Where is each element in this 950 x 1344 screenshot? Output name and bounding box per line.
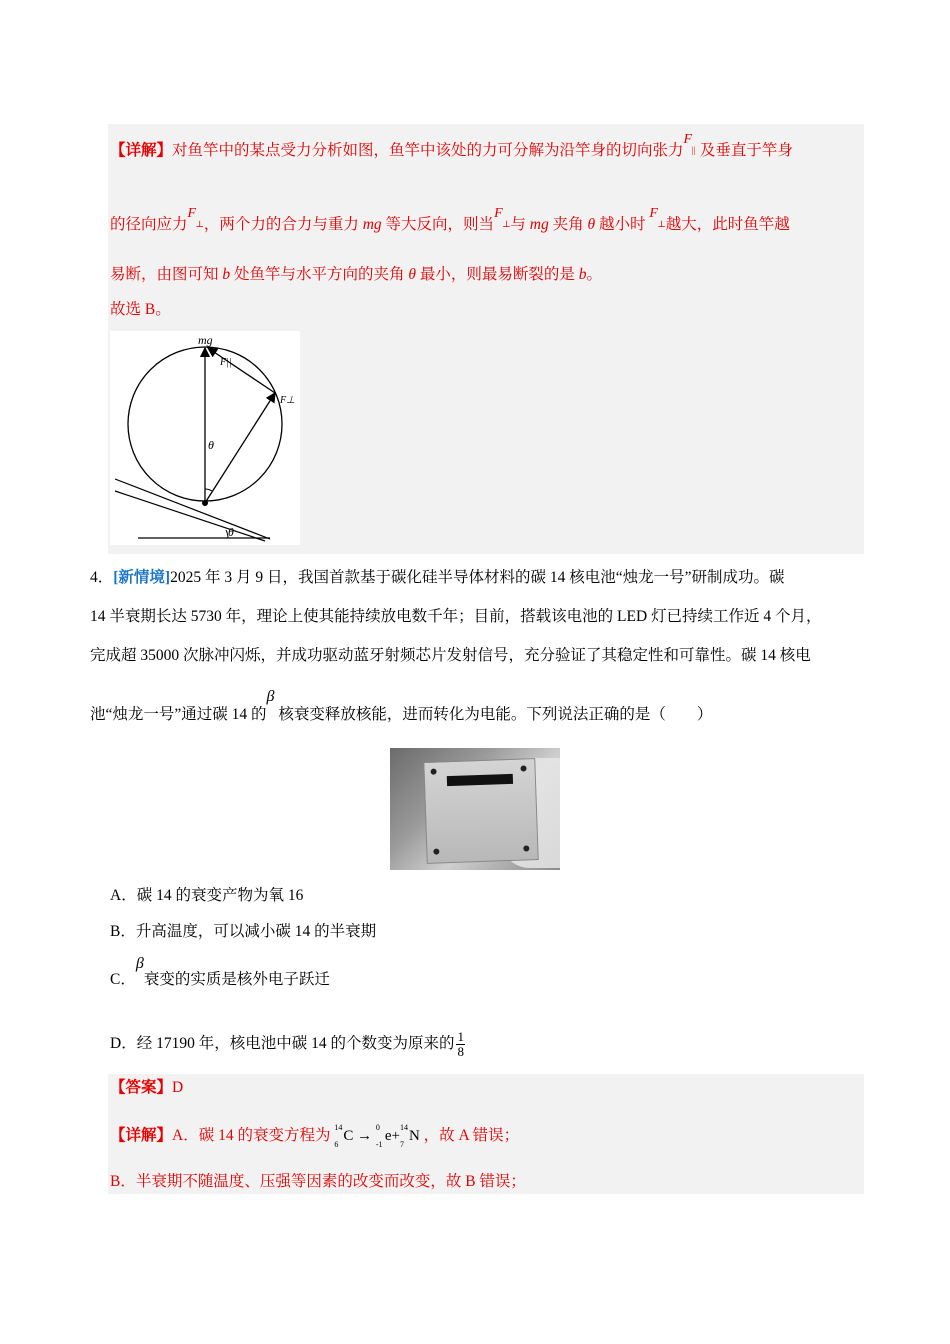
beta-symbol: β <box>266 688 275 705</box>
contact-point <box>202 500 208 506</box>
battery-photo <box>390 748 560 870</box>
q3-conclusion: 故选 B。 <box>110 301 171 318</box>
new-situation-tag: [新情境] <box>113 569 171 586</box>
beta-symbol: β <box>135 955 144 972</box>
theta-label-upper: θ <box>208 438 214 452</box>
answer-value: D <box>172 1079 184 1096</box>
question-number: 4． <box>90 569 114 586</box>
force-diagram <box>110 331 300 545</box>
q4-stem-line-4: 池“烛龙一号”通过碳 14 的β 核衰变释放核能，进而转化为电能。下列说法正确的是（ ） <box>90 688 713 723</box>
f-perp-symbol: F ⊥ <box>649 206 666 229</box>
q4-stem-line-2: 14 半衰期长达 5730 年，理论上使其能持续放电数千年；目前，搭载该电池的 LED 灯已持续工作近 4 个月， <box>90 608 822 625</box>
q4-stem-line-3: 完成超 35000 次脉冲闪烁，并成功驱动蓝牙射频芯片发射信号，充分验证了其稳定性和可靠性。碳 14 核电 <box>90 647 811 664</box>
theta-label-lower: θ <box>228 525 234 539</box>
f-perp-label: F⊥ <box>280 395 295 406</box>
q3-explain-line-1: 【详解】对鱼竿中的某点受力分析如图，鱼竿中该处的力可分解为沿竿身的切向张力F || 及垂直于竿身 <box>110 132 793 159</box>
f-perp-symbol: F ⊥ <box>187 206 204 229</box>
f-parallel-symbol: F || <box>683 132 696 155</box>
q4-explain-b: B．半衰期不随温度、压强等因素的改变而改变，故 B 错误； <box>110 1173 526 1190</box>
answer-tag: 【答案】 <box>110 1079 173 1096</box>
explain-tag: 【详解】 <box>110 1127 173 1144</box>
one-eighth-fraction: $\frac{1}{8}$ <box>457 1029 464 1059</box>
option-c[interactable]: C．β衰变的实质是核外电子跃迁 <box>110 955 330 988</box>
explain-tag: 【详解】 <box>110 142 173 159</box>
option-d[interactable]: D．经 17190 年，核电池中碳 14 的个数变为原来的 $\frac{1}{8}$ <box>110 1029 464 1059</box>
mg-label: mg <box>198 333 213 347</box>
f-perp-symbol: F ⊥ <box>494 206 511 229</box>
q4-explain-a: 【详解】A．碳 14 的衰变方程为 14 6 C → 0 -1 e+ 14 7 N ，故 A 错误； <box>110 1123 520 1149</box>
q3-explain-line-3: 易断，由图可知 b 处鱼竿与水平方向的夹角 θ 最小，则最易断裂的是 b。 <box>110 266 603 283</box>
option-b[interactable]: B．升高温度，可以减小碳 14 的半衰期 <box>110 923 377 940</box>
option-a[interactable]: A．碳 14 的衰变产物为氧 16 <box>110 887 304 904</box>
answer-line <box>110 1078 183 1098</box>
q3-explain-line-2: 的径向应力F ⊥ ，两个力的合力与重力 mg 等大反向，则当F ⊥ 与 mg 夹角 θ 越小时 F ⊥ 越大，此时鱼竿越 <box>110 206 790 233</box>
decay-equation: 14 6 C → 0 -1 e+ 14 7 N <box>334 1123 420 1149</box>
f-par-label: F|| <box>220 357 232 368</box>
q4-stem-line-1: 4．[新情境]2025 年 3 月 9 日，我国首款基于碳化硅半导体材料的碳 14 核电池“烛龙一号”研制成功。碳 <box>90 569 785 586</box>
